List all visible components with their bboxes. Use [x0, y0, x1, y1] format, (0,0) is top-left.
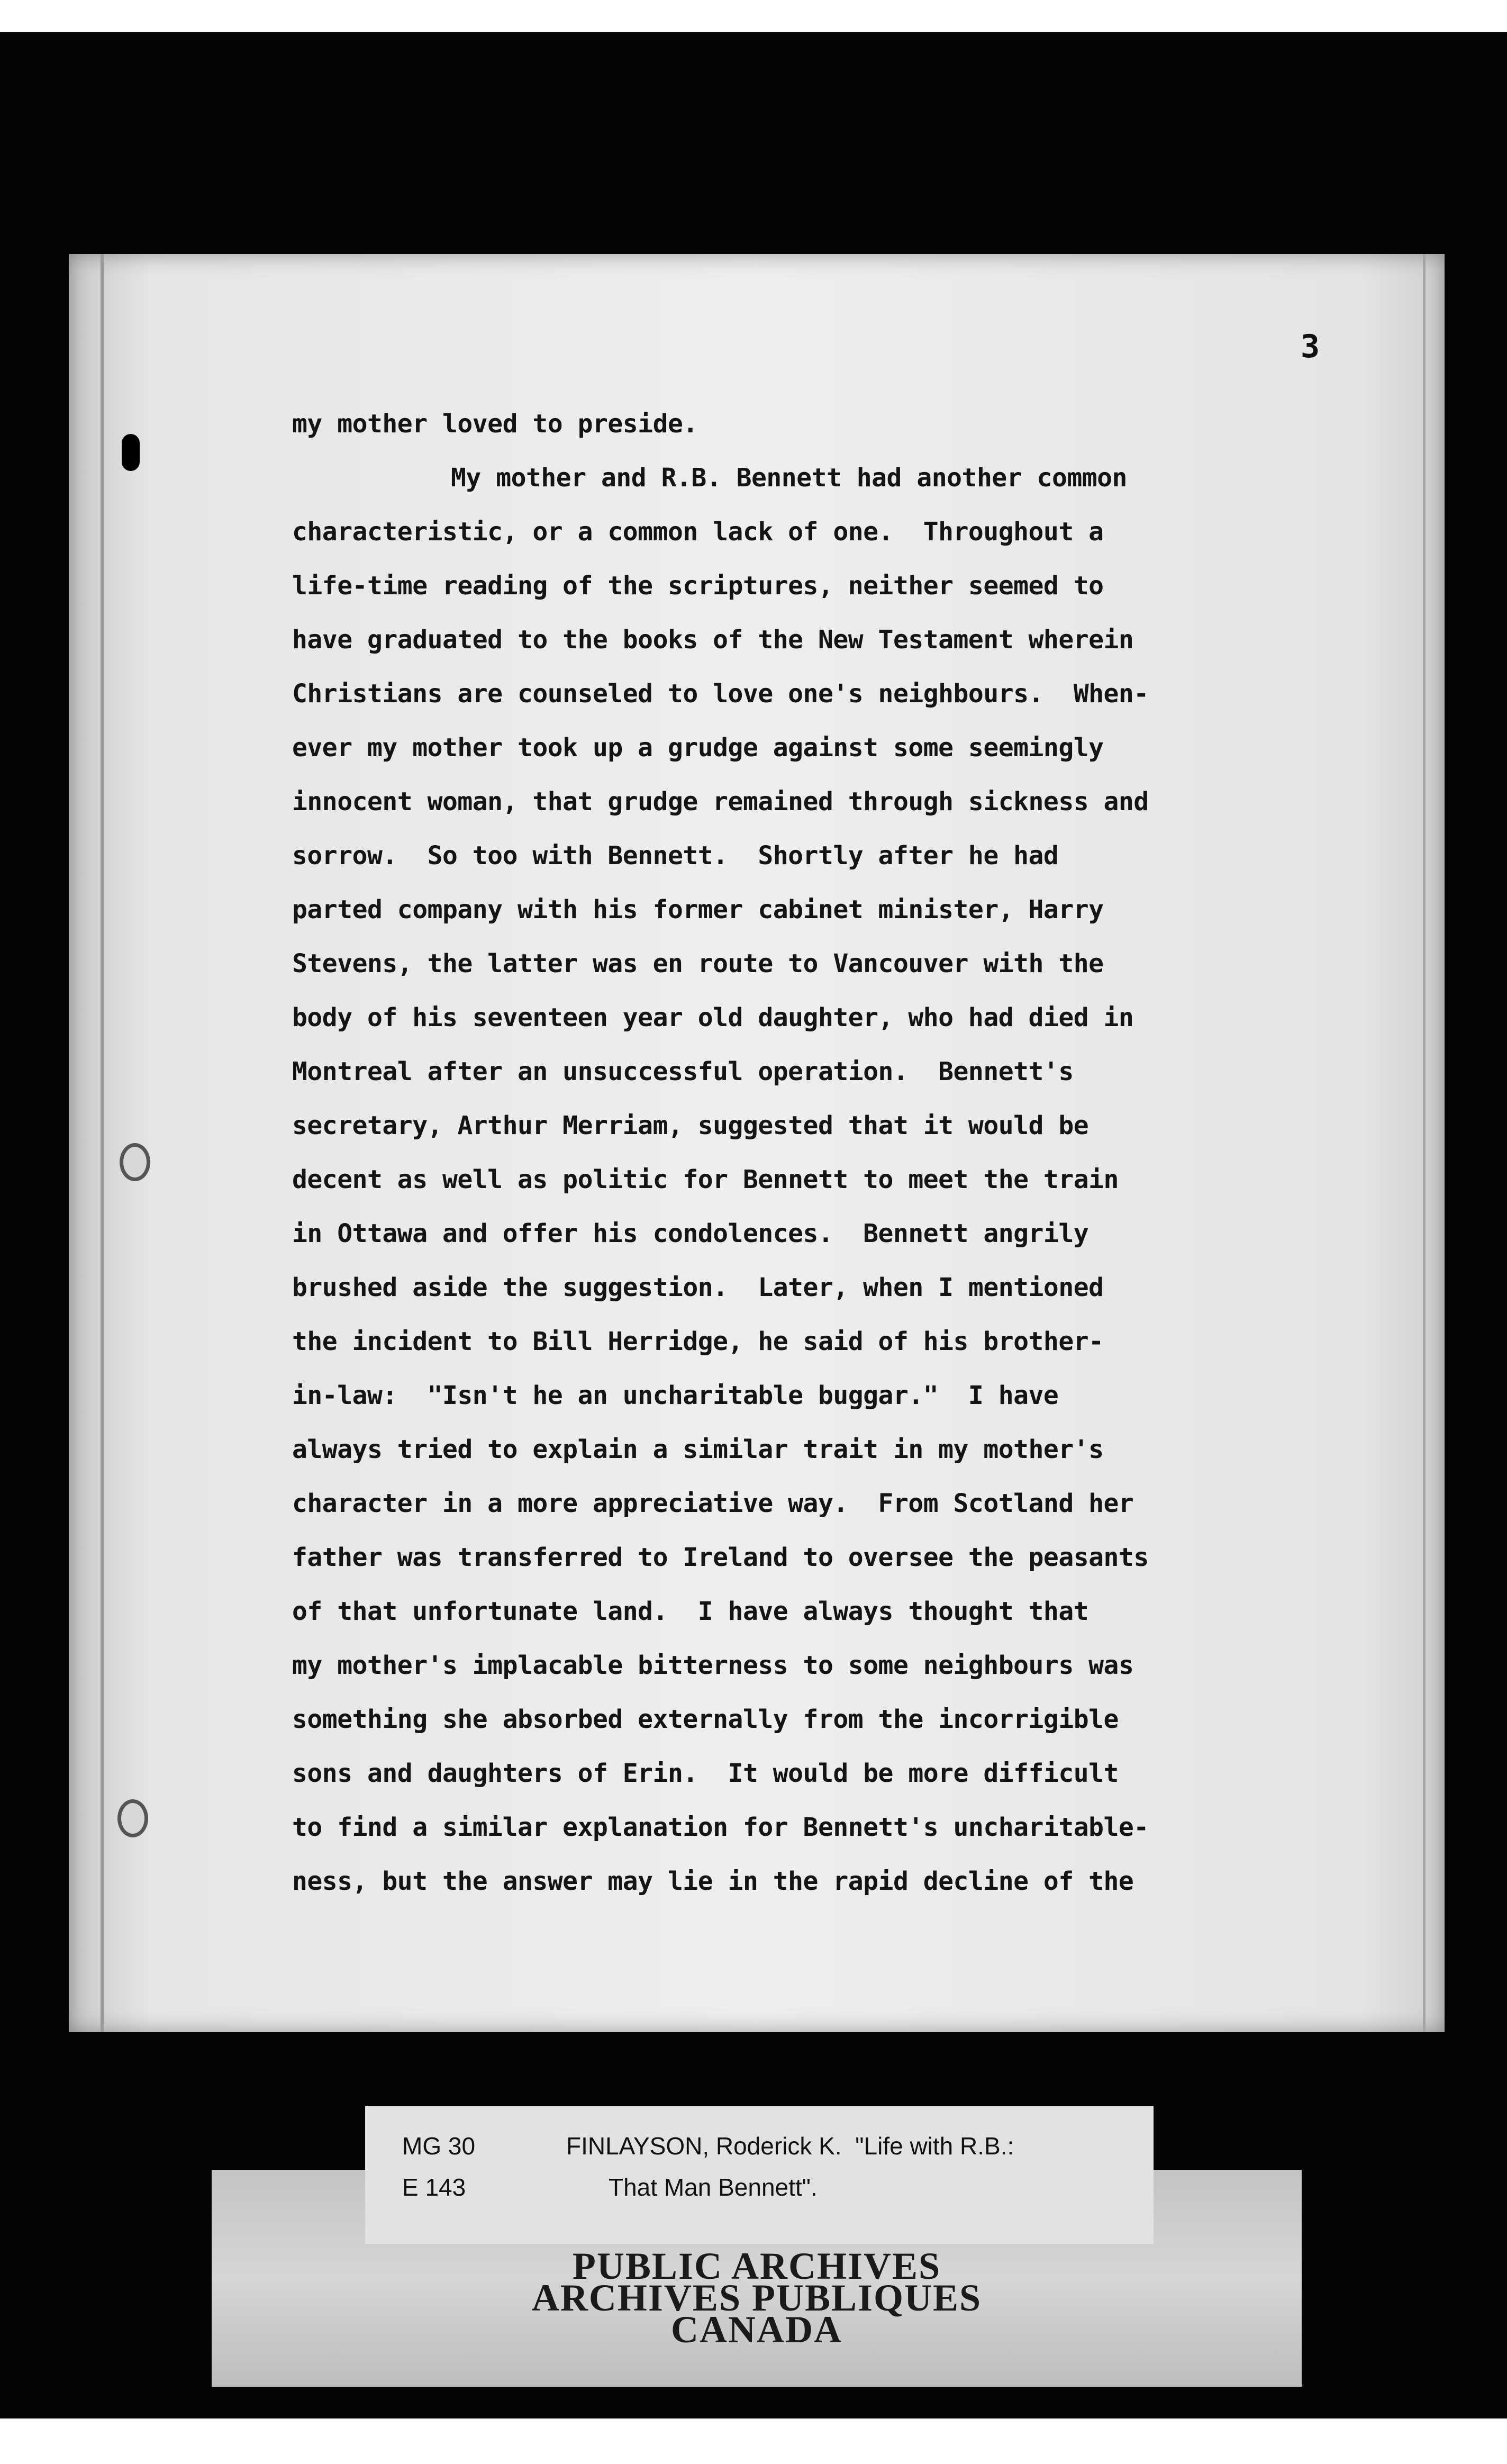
text-line: innocent woman, that grudge remained through sickness and: [292, 787, 1149, 817]
citation-author-title: FINLAYSON, Roderick K. "Life with R.B.:: [566, 2132, 1014, 2160]
text-line: ness, but the answer may lie in the rapid decline of the: [292, 1867, 1134, 1896]
reference-group: MG 30: [402, 2132, 476, 2160]
text-line: body of his seventeen year old daughter, who had died in: [292, 1003, 1134, 1032]
stamp-line-archives-publiques: ARCHIVES PUBLIQUES: [531, 2277, 982, 2319]
text-line: decent as well as politic for Bennett to meet the train: [292, 1165, 1119, 1194]
text-line: Christians are counseled to love one's neighbours. When-: [292, 679, 1149, 709]
text-line: the incident to Bill Herridge, he said of his brother-: [292, 1327, 1104, 1356]
binder-hole-dark: [122, 434, 140, 471]
page-right-edge: [1423, 254, 1426, 2032]
text-line: My mother and R.B. Bennett had another common: [451, 463, 1127, 493]
text-line: something she absorbed externally from the incorrigible: [292, 1705, 1119, 1734]
text-line: secretary, Arthur Merriam, suggested that it would be: [292, 1111, 1089, 1140]
text-line: sorrow. So too with Bennett. Shortly after he had: [292, 841, 1059, 871]
text-line: my mother loved to preside.: [292, 409, 698, 439]
citation-title-cont: That Man Bennett".: [609, 2173, 818, 2201]
text-line: brushed aside the suggestion. Later, when I mentioned: [292, 1273, 1104, 1302]
text-line: always tried to explain a similar trait in my mother's: [292, 1435, 1104, 1464]
text-line: in-law: "Isn't he an uncharitable buggar." I have: [292, 1381, 1059, 1410]
text-line: character in a more appreciative way. From Scotland her: [292, 1489, 1134, 1518]
text-line: in Ottawa and offer his condolences. Bennett angrily: [292, 1219, 1089, 1248]
stamp-line-public-archives: PUBLIC ARCHIVES: [572, 2245, 941, 2287]
page-left-edge: [101, 254, 104, 2032]
text-line: have graduated to the books of the New Testament wherein: [292, 625, 1134, 655]
punch-hole-middle: [120, 1143, 150, 1181]
punch-hole-lower: [117, 1799, 148, 1837]
stamp-line-canada: CANADA: [671, 2308, 842, 2351]
text-line: Montreal after an unsuccessful operation. Bennett's: [292, 1057, 1074, 1086]
text-line: Stevens, the latter was en route to Vancouver with the: [292, 949, 1104, 979]
typewritten-page: [69, 254, 1445, 2032]
archival-reference-label: [365, 2106, 1154, 2244]
text-line: sons and daughters of Erin. It would be more difficult: [292, 1759, 1119, 1788]
text-line: ever my mother took up a grudge against some seemingly: [292, 733, 1104, 763]
page-number: 3: [1301, 328, 1320, 365]
body-text: [292, 397, 1329, 1908]
text-line: characteristic, or a common lack of one. Throughout a: [292, 517, 1104, 547]
text-line: my mother's implacable bitterness to some neighbours was: [292, 1651, 1134, 1680]
text-line: parted company with his former cabinet minister, Harry: [292, 895, 1104, 925]
text-line: of that unfortunate land. I have always thought that: [292, 1597, 1089, 1626]
text-line: life-time reading of the scriptures, neither seemed to: [292, 571, 1104, 601]
text-line: to find a similar explanation for Bennett's uncharitable-: [292, 1813, 1149, 1842]
text-line: father was transferred to Ireland to oversee the peasants: [292, 1543, 1149, 1572]
reference-volume: E 143: [402, 2173, 466, 2201]
